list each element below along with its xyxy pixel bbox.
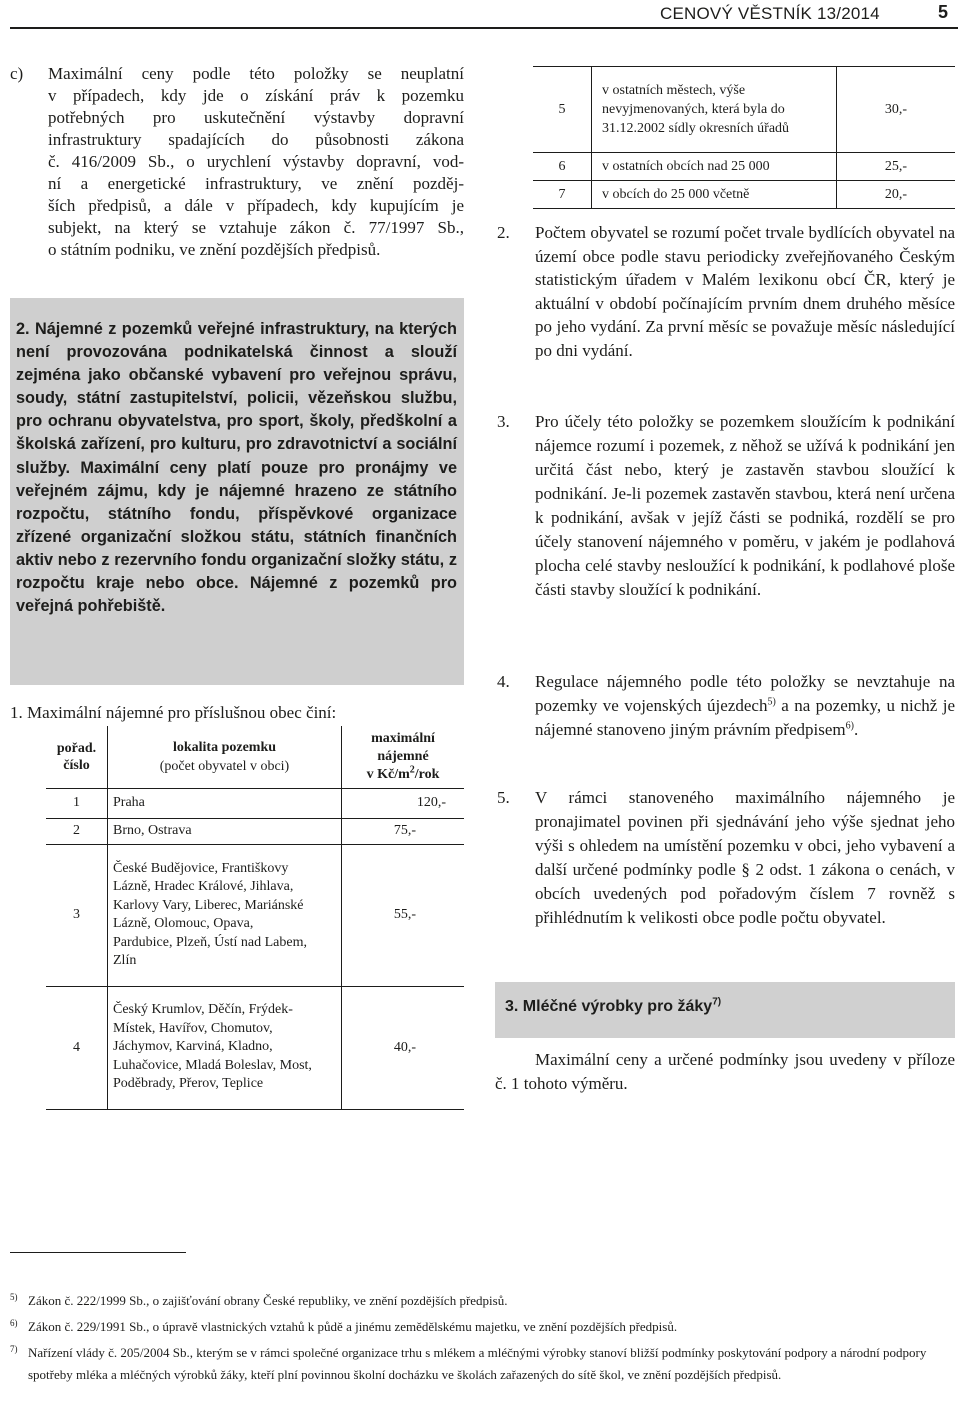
paragraph-c-line: infrastruktury spadajících do působnosti zákona [48,130,464,149]
paragraph-5 [497,786,955,930]
row-number: 6 [533,153,592,181]
section-3-title [505,998,721,1016]
row-price: 55,- [393,907,416,922]
row-number: 7 [533,181,592,209]
paragraph-4-text-a: Regulace nájemného podle této položky se nevztahuje na pozemky ve vojenských újezdech [535,672,955,715]
row-location [108,844,342,986]
table-row [46,788,464,818]
header-order-number-label: pořad. číslo [56,740,97,773]
footnote-number: 5) [10,1292,18,1302]
row-price: 120,- [416,795,446,810]
paragraph-c-line: Maximální ceny podle této položky se neuplatní [48,64,464,83]
paragraph-2-label: 2. [497,223,510,242]
table-row [46,986,464,1109]
footnote-number: 7) [10,1344,18,1354]
row-price: 75,- [393,823,416,838]
paragraph-c-line: ní a energetické infrastruktury, ve znění pozděj- [48,174,464,193]
row-location-text: Český Krumlov, Děčín, Frýdek-Místek, Havířov, Chomutov, Jáchymov, Karviná, Kladno, Luhačovice, Mladá Boleslav, Most, Poděbrady, Přerov, Teplice [113,1002,312,1092]
row-number: 4 [46,986,108,1109]
paragraph-c-line: v případech, kdy jde o získání práv k pozemku [48,86,464,105]
header-price-line3 [342,766,464,784]
paragraph-c [10,63,464,261]
paragraph-4-label: 4. [497,672,510,691]
paragraph-c-line: o státním podniku, ve znění pozdějších předpisů. [48,240,381,259]
header-price-unit-rest: /rok [414,766,440,782]
paragraph-c-label: c) [10,64,24,83]
row-number: 1 [46,788,108,818]
table-row [46,844,464,986]
table-header-row [46,726,464,788]
paragraph-2-text: Počtem obyvatel se rozumí počet trvale bydlících obyvatel na území obce podle stavu periodicky zveřejňovaného Českým statistickým úřadem v Malém lexikonu obcí ČR, který je aktuální v období počínajícím prvním dnem druhého měsíce po jeho vydání. Za první měsíc se považuje měsíc následující po dni vydání. [535,223,955,360]
rent-table-right [533,66,955,209]
paragraph-2 [497,221,955,362]
header-price-unit: v Kč/m [366,766,410,782]
row-number: 3 [46,844,108,986]
row-location: Brno, Ostrava [108,818,342,844]
row-location-text: v ostatních městech, výše nevyjmenovaných, která byla do 31.12.2002 sídly okresních úřadů [602,83,790,136]
paragraph-4-text-c: . [854,720,859,739]
section-3-text: Maximální ceny a určené podmínky jsou uvedeny v příloze č. 1 tohoto výměru. [495,1050,955,1093]
row-location: v ostatních obcích nad 25 000 [592,153,837,181]
paragraph-c-line: potřebných pro uskutečnění výstavby dopravní [48,108,464,127]
paragraph-c-line: ších předpisů, a dále v případech, kdy kupujícím je [48,196,464,215]
row-location: v obcích do 25 000 včetně [592,181,837,209]
row-location-text: České Budějovice, Františkovy Lázně, Hradec Králové, Jihlava, Karlovy Vary, Liberec, Mariánské Lázně, Olomouc, Opava, Pardubice, Plzeň, Ústí nad Labem, Zlín [113,860,308,968]
table-row [533,153,955,181]
footnote-number: 6) [10,1318,18,1328]
header-order-number [46,726,108,788]
paragraph-c-line: č. 416/2009 Sb., o urychlení výstavby dopravní, vod- [48,152,464,171]
page-number: 5 [938,2,949,22]
header-location-label: lokalita pozemku [172,739,277,755]
rent-table-left [46,726,464,1110]
row-price: 20,- [884,186,907,202]
paragraph-5-text: V rámci stanoveného maximálního nájemného je pronajimatel povinen při sjednávání jeho výše sjednat jeho výši s ohledem na umístění pozemku v obci, jeho vybavení a další určené podmínky podle § 2 odst. 1 zákona o cenách, v obcích uvedených pod pořadovým číslem 7 rovněž s přihlédnutím k velikosti obce podle počtu obyvatel. [535,788,955,927]
row-number: 5 [533,67,592,153]
row-location: Praha [108,788,342,818]
table-row [533,67,955,153]
running-header: CENOVÝ VĚSTNÍK 13/2014 [660,4,880,23]
row-location [592,67,837,153]
row-price: 40,- [393,1039,416,1055]
row-price: 30,- [884,101,907,117]
paragraph-3 [497,410,955,602]
header-location [108,726,342,788]
table-row [533,181,955,209]
row-location [108,986,342,1109]
paragraph-5-label: 5. [497,788,510,807]
table-row [46,818,464,844]
footnote-text: Zákon č. 222/1999 Sb., o zajišťování obrany České republiky, ve znění pozdějších předpisů. [28,1293,508,1308]
header-price-line2: nájemné [377,748,429,764]
highlight-text: 2. Nájemné z pozemků veřejné infrastruktury, na kterých není provozována podnikatelská činnost a slouží zejména jako občanské vybavení pro veřejnou správu, soudy, státní zastupitelství, policii, vězeňskou službu, pro ochranu obyvatelstva, pro sport, školy, předškolní a školská zařízení, pro kulturu, pro zdravotnictví a sociální služby. Maximální ceny platí pouze pro pronájmy ve veřejném zájmu, kdy je nájemné hrazeno ze státního rozpočtu, státního fondu, příspěvkové organizace zřízené organizační složkou státu, státních finančních aktiv nebo z rezervního fondu organizační složky státu, z rozpočtu kraje nebo obce. Nájemné z pozemků pro veřejná pohřebiště. [16,320,457,616]
footnote-text: Nařízení vlády č. 205/2004 Sb., kterým se v rámci společné organizace trhu s mlékem a mléčnými výrobky stanoví bližší podmínky poskytování podpory a národní podpory spotřeby mléka a mléčných výrobků žáky, kteří plní povinnou školní docházku ve školách zařazených do sítě škol, ve znění pozdějších předpisů. [28,1345,927,1382]
footnote-ref-5: 5) [767,696,776,708]
paragraph-4-text-b: a na pozemky, u nichž je nájemné stanoveno jiným právním předpisem [535,696,955,739]
footnote-ref-6: 6) [845,720,854,732]
paragraph-3-text: Pro účely této položky se pozemkem sloužícím k podnikání nájemce rozumí i pozemek, z něhož se užívá k podnikání jen určitá část nebo, který je zastavěn stavbou sloužící k podnikání. Je-li pozemek zastavěn stavbou, která není určena k podnikání, avšak v jejíž části se podniká, rozdělí se pro účely stanovení nájemného v poměru, v jakém je podlahová plocha celé stavby nesloužící k podnikání, k podlahové ploše části stavby sloužící k podnikání. [535,412,955,599]
header-location-sublabel: (počet obyvatel v obci) [159,758,290,774]
header-price-sup: 2 [409,764,415,776]
footnote-ref-7: 7) [712,996,722,1008]
footnote-rule [10,1252,186,1253]
item-1-heading: 1. Maximální nájemné pro příslušnou obec činí: [10,703,337,722]
row-number: 2 [46,818,108,844]
section-3-title-text: 3. Mléčné výrobky pro žáky [505,998,713,1015]
footnote-text: Zákon č. 229/1991 Sb., o úpravě vlastnických vztahů k půdě a jinému zemědělskému majetku, ve znění pozdějších předpisů. [28,1319,678,1334]
paragraph-3-label: 3. [497,412,510,431]
paragraph-4 [497,670,955,742]
row-price: 25,- [884,158,907,174]
header-price-line1: maximální [371,730,435,746]
header-rule [10,27,958,29]
paragraph-c-line: subjekt, na který se vztahuje zákon č. 77/1997 Sb., [48,218,464,237]
header-price [342,726,465,788]
